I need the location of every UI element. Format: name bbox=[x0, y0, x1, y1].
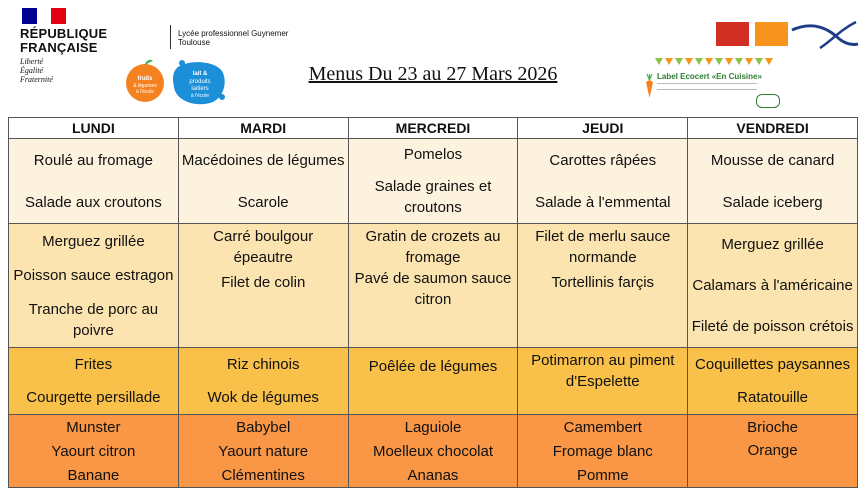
bunting-icon bbox=[655, 58, 778, 65]
menu-cell bbox=[9, 415, 179, 488]
starters-row bbox=[9, 139, 858, 224]
menu-item: Poêlée de légumes bbox=[368, 358, 498, 375]
menu-item: Filet de merlu sauce normande bbox=[535, 228, 671, 266]
menu-item: Tranche de porc au poivre bbox=[28, 300, 159, 339]
menu-cell bbox=[9, 348, 179, 415]
svg-text:à l'école: à l'école bbox=[135, 89, 155, 95]
menu-item: Moelleux chocolat bbox=[372, 442, 494, 460]
red-square-icon bbox=[716, 22, 749, 46]
menu-cell bbox=[348, 139, 518, 224]
menu-cell bbox=[348, 348, 518, 415]
menu-item: Carottes râpées bbox=[549, 151, 657, 169]
menu-item: Frites bbox=[74, 356, 113, 373]
menu-item: Munster bbox=[66, 418, 121, 436]
menu-item: Salade à l'emmental bbox=[535, 193, 671, 211]
ecocert-label bbox=[643, 58, 778, 108]
menu-item: Merguez grillée bbox=[42, 232, 145, 250]
menu-cell bbox=[688, 348, 858, 415]
menu-item: Scarole bbox=[237, 193, 289, 211]
menu-cell bbox=[9, 224, 179, 348]
blue-wave-logo bbox=[790, 18, 860, 50]
menu-cell bbox=[688, 415, 858, 488]
menu-cell bbox=[518, 139, 688, 224]
menu-cell bbox=[518, 415, 688, 488]
menu-item: Pavé de saumon sauce citron bbox=[354, 270, 512, 308]
mains-row bbox=[9, 224, 858, 348]
day-header: JEUDI bbox=[518, 118, 688, 139]
svg-text:laitiers: laitiers bbox=[191, 86, 209, 92]
menu-item: Wok de légumes bbox=[207, 389, 319, 406]
menu-cell bbox=[348, 224, 518, 348]
french-flag-icon bbox=[22, 8, 66, 24]
header-separator bbox=[170, 25, 171, 49]
menu-item: Salade graines et croutons bbox=[374, 177, 492, 216]
menu-item: Clémentines bbox=[221, 466, 305, 484]
day-header: MERCREDI bbox=[348, 118, 518, 139]
ecocert-seal-icon bbox=[756, 94, 780, 108]
menu-cell bbox=[178, 415, 348, 488]
days-header-row bbox=[9, 118, 858, 139]
menu-item: Tortellinis farçis bbox=[551, 274, 655, 291]
ecocert-label-text: Label Ecocert «En Cuisine» bbox=[657, 72, 762, 81]
orange-square-icon bbox=[755, 22, 788, 46]
menu-item: Ananas bbox=[407, 466, 459, 484]
svg-text:& légumes: & légumes bbox=[133, 83, 157, 89]
menu-cell bbox=[178, 224, 348, 348]
menu-item: Carré boulgour épeautre bbox=[213, 228, 314, 266]
menu-cell bbox=[518, 348, 688, 415]
ecocert-subtitle-lines bbox=[657, 83, 757, 90]
lycee-name: Lycée professionnel Guynemer Toulouse bbox=[178, 29, 289, 47]
carrot-icon bbox=[645, 74, 654, 98]
menu-table bbox=[8, 117, 858, 488]
menu-item: Pomme bbox=[576, 466, 629, 484]
menu-item: Pomelos bbox=[403, 146, 463, 164]
menu-item: Macédoines de légumes bbox=[181, 151, 345, 169]
menu-item: Banane bbox=[67, 466, 120, 484]
menu-cell bbox=[518, 224, 688, 348]
menu-cell bbox=[178, 139, 348, 224]
menu-cell bbox=[688, 139, 858, 224]
menu-item: Coquillettes paysannes bbox=[695, 356, 851, 373]
day-header: LUNDI bbox=[9, 118, 179, 139]
menu-item: Laguiole bbox=[404, 418, 462, 436]
menu-item: Fileté de poisson crétois bbox=[691, 318, 854, 335]
day-header: MARDI bbox=[178, 118, 348, 139]
svg-text:lait &: lait & bbox=[192, 71, 208, 77]
republique-title: RÉPUBLIQUE FRANÇAISE bbox=[20, 26, 108, 55]
sides-row bbox=[9, 348, 858, 415]
menu-item: Calamars à l'américaine bbox=[692, 277, 853, 294]
menu-item: Brioche bbox=[747, 419, 799, 436]
menu-cell bbox=[9, 139, 179, 224]
menu-item: Riz chinois bbox=[226, 356, 300, 373]
menu-item: Roulé au fromage bbox=[33, 151, 154, 169]
menu-item: Potimarron au piment d'Espelette bbox=[531, 352, 675, 390]
day-header: VENDREDI bbox=[688, 118, 858, 139]
republique-motto: Liberté Égalité Fraternité bbox=[20, 57, 53, 84]
menu-item: Poisson sauce estragon bbox=[13, 266, 174, 284]
menu-cell bbox=[178, 348, 348, 415]
menu-item: Orange bbox=[747, 442, 798, 459]
svg-text:fruits: fruits bbox=[137, 76, 153, 82]
menu-item: Salade aux croutons bbox=[25, 193, 162, 211]
menu-cell bbox=[688, 224, 858, 348]
menu-title: Menus Du 23 au 27 Mars 2026 bbox=[308, 63, 558, 85]
menu-item: Fromage blanc bbox=[552, 442, 653, 460]
menu-item: Camembert bbox=[563, 418, 642, 436]
menu-item: Gratin de crozets au fromage bbox=[365, 228, 501, 266]
menu-item: Mousse de canard bbox=[710, 151, 835, 169]
menu-item: Yaourt nature bbox=[218, 442, 309, 460]
svg-text:à l'école: à l'école bbox=[190, 93, 210, 99]
menu-item: Yaourt citron bbox=[51, 442, 136, 460]
menu-item: Merguez grillée bbox=[721, 236, 824, 253]
menu-item: Babybel bbox=[236, 418, 291, 436]
svg-text:produits: produits bbox=[189, 79, 211, 85]
menu-item: Ratatouille bbox=[737, 389, 809, 406]
menu-item: Courgette persillade bbox=[26, 389, 161, 406]
menu-item: Filet de colin bbox=[221, 274, 306, 291]
menu-item: Salade iceberg bbox=[722, 193, 823, 211]
menu-cell bbox=[348, 415, 518, 488]
desserts-row bbox=[9, 415, 858, 488]
